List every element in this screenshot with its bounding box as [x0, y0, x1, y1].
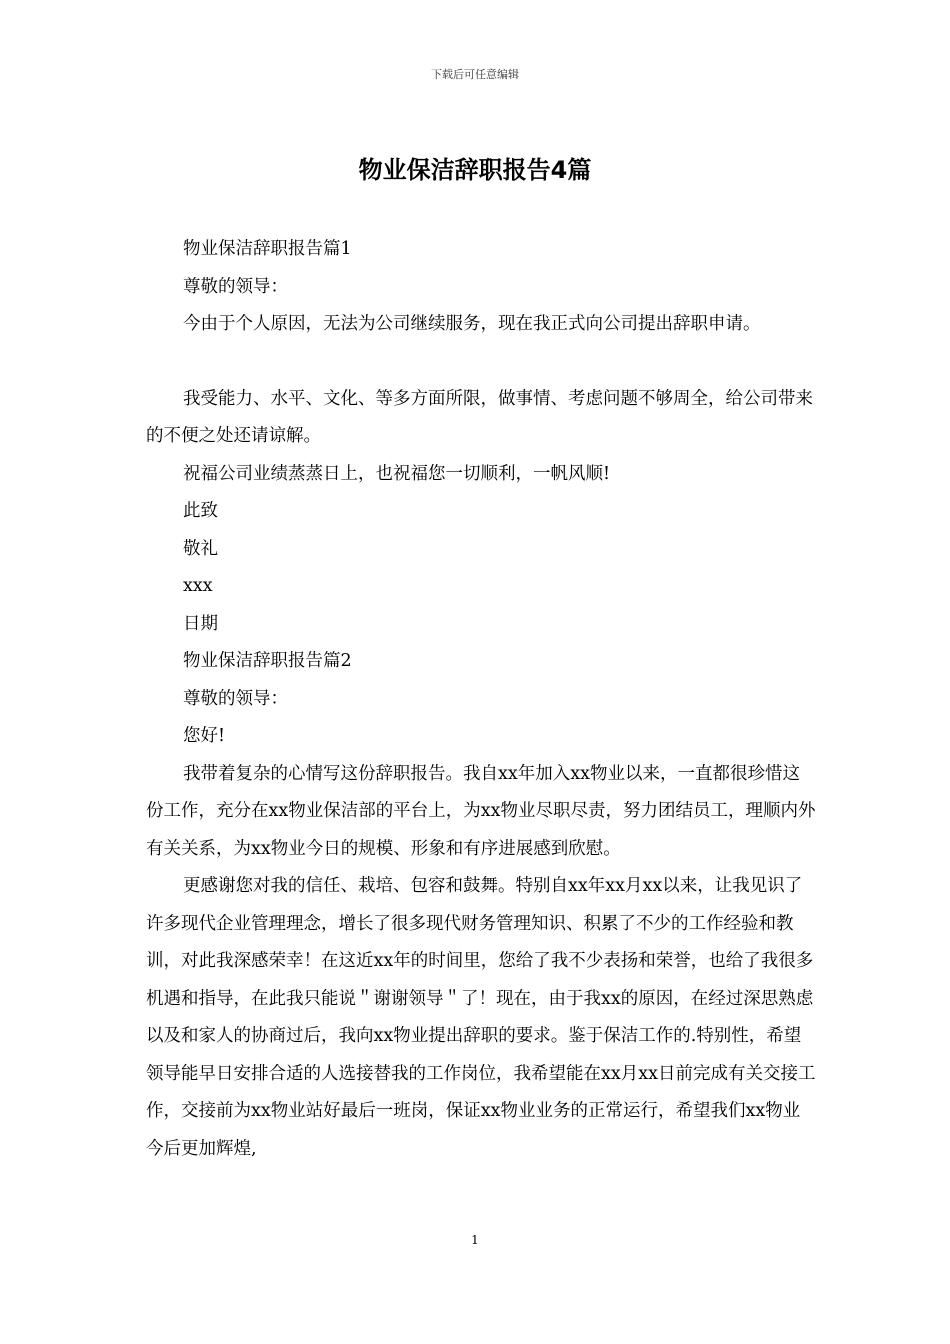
greeting: 您好!: [183, 726, 226, 746]
page-header-note: 下载后可任意编辑: [431, 68, 519, 81]
section-heading-2: 物业保洁辞职报告篇2: [183, 651, 352, 671]
paragraph: 我受能力、水平、文化、等多方面所限，做事情、考虑问题不够周全，给公司带来的不便之处还请谅解。: [146, 388, 813, 446]
salutation: 尊敬的领导：: [183, 276, 288, 297]
signature-name: xxx: [183, 576, 213, 596]
closing-line: 敬礼: [183, 538, 218, 559]
closing-line: 此致: [183, 501, 218, 521]
section-heading-1: 物业保洁辞职报告篇1: [183, 239, 352, 259]
salutation: 尊敬的领导：: [183, 688, 288, 709]
signature-date: 日期: [183, 613, 218, 634]
document-title: 物业保洁辞职报告4篇: [358, 156, 592, 184]
document-body: [146, 231, 816, 1168]
paragraph: 我带着复杂的心情写这份辞职报告。我自xx年加入xx物业以来，一直都很珍惜这份工作，充分在xx物业保洁部的平台上，为xx物业尽职尽责，努力团结员工，理顺内外有关关系，为xx物业今日的规模、形象和有序进展感到欣慰。: [146, 763, 816, 859]
paragraph: 今由于个人原因，无法为公司继续服务，现在我正式向公司提出辞职申请。: [183, 314, 761, 334]
page-number: 1: [471, 1233, 479, 1247]
paragraph: 祝福公司业绩蒸蒸日上，也祝福您一切顺利，一帆风顺!: [183, 463, 611, 484]
paragraph: 更感谢您对我的信任、栽培、包容和鼓舞。特别自xx年xx月xx以来，让我见识了许多现代企业管理理念，增长了很多现代财务管理知识、积累了不少的工作经验和教训，对此我深感荣幸！在这近xx年的时间里，您给了我不少表扬和荣誉，也给了我很多机遇和指导，在此我只能说＂谢谢领导＂了！现在，由于我xx的原因，在经过深思熟虑以及和家人的协商过后，我向xx物业提出辞职的要求。鉴于保洁工作的.特别性，希望领导能早日安排合适的人选接替我的工作岗位，我希望能在xx月xx日前完成有关交接工作，交接前为xx物业站好最后一班岗，保证xx物业业务的正常运行，希望我们xx物业今后更加辉煌,: [146, 876, 816, 1159]
